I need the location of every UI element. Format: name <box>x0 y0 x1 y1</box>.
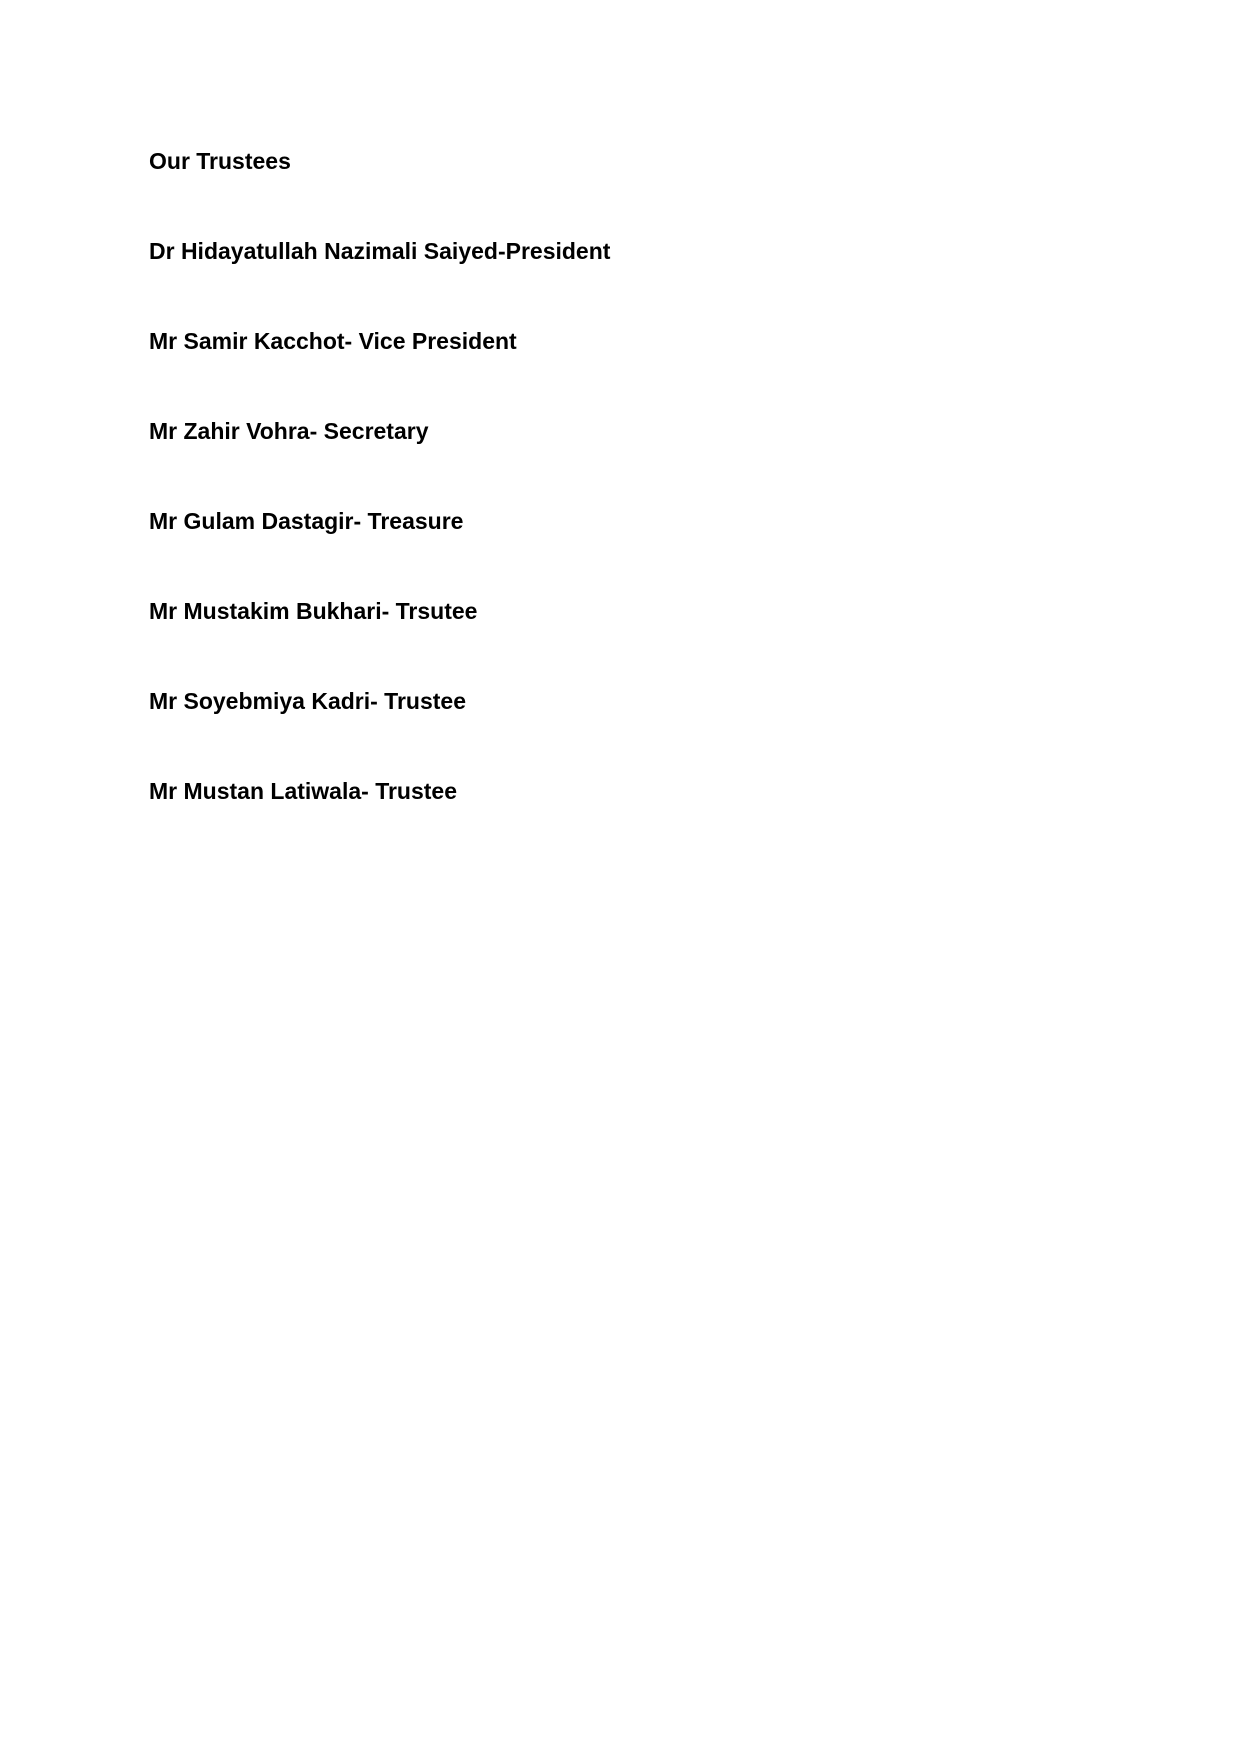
trustee-entry: Mr Samir Kacchot- Vice President <box>149 328 517 354</box>
trustee-entry: Mr Mustakim Bukhari- Trsutee <box>149 598 478 624</box>
trustee-entry: Mr Gulam Dastagir- Treasure <box>149 508 464 534</box>
trustee-entry: Mr Zahir Vohra- Secretary <box>149 418 429 444</box>
document-body <box>149 146 1149 866</box>
trustee-entry: Mr Mustan Latiwala- Trustee <box>149 778 458 804</box>
page-title: Our Trustees <box>149 148 291 174</box>
trustee-entry: Mr Soyebmiya Kadri- Trustee <box>149 688 466 714</box>
trustee-entry: Dr Hidayatullah Nazimali Saiyed-President <box>149 238 611 264</box>
